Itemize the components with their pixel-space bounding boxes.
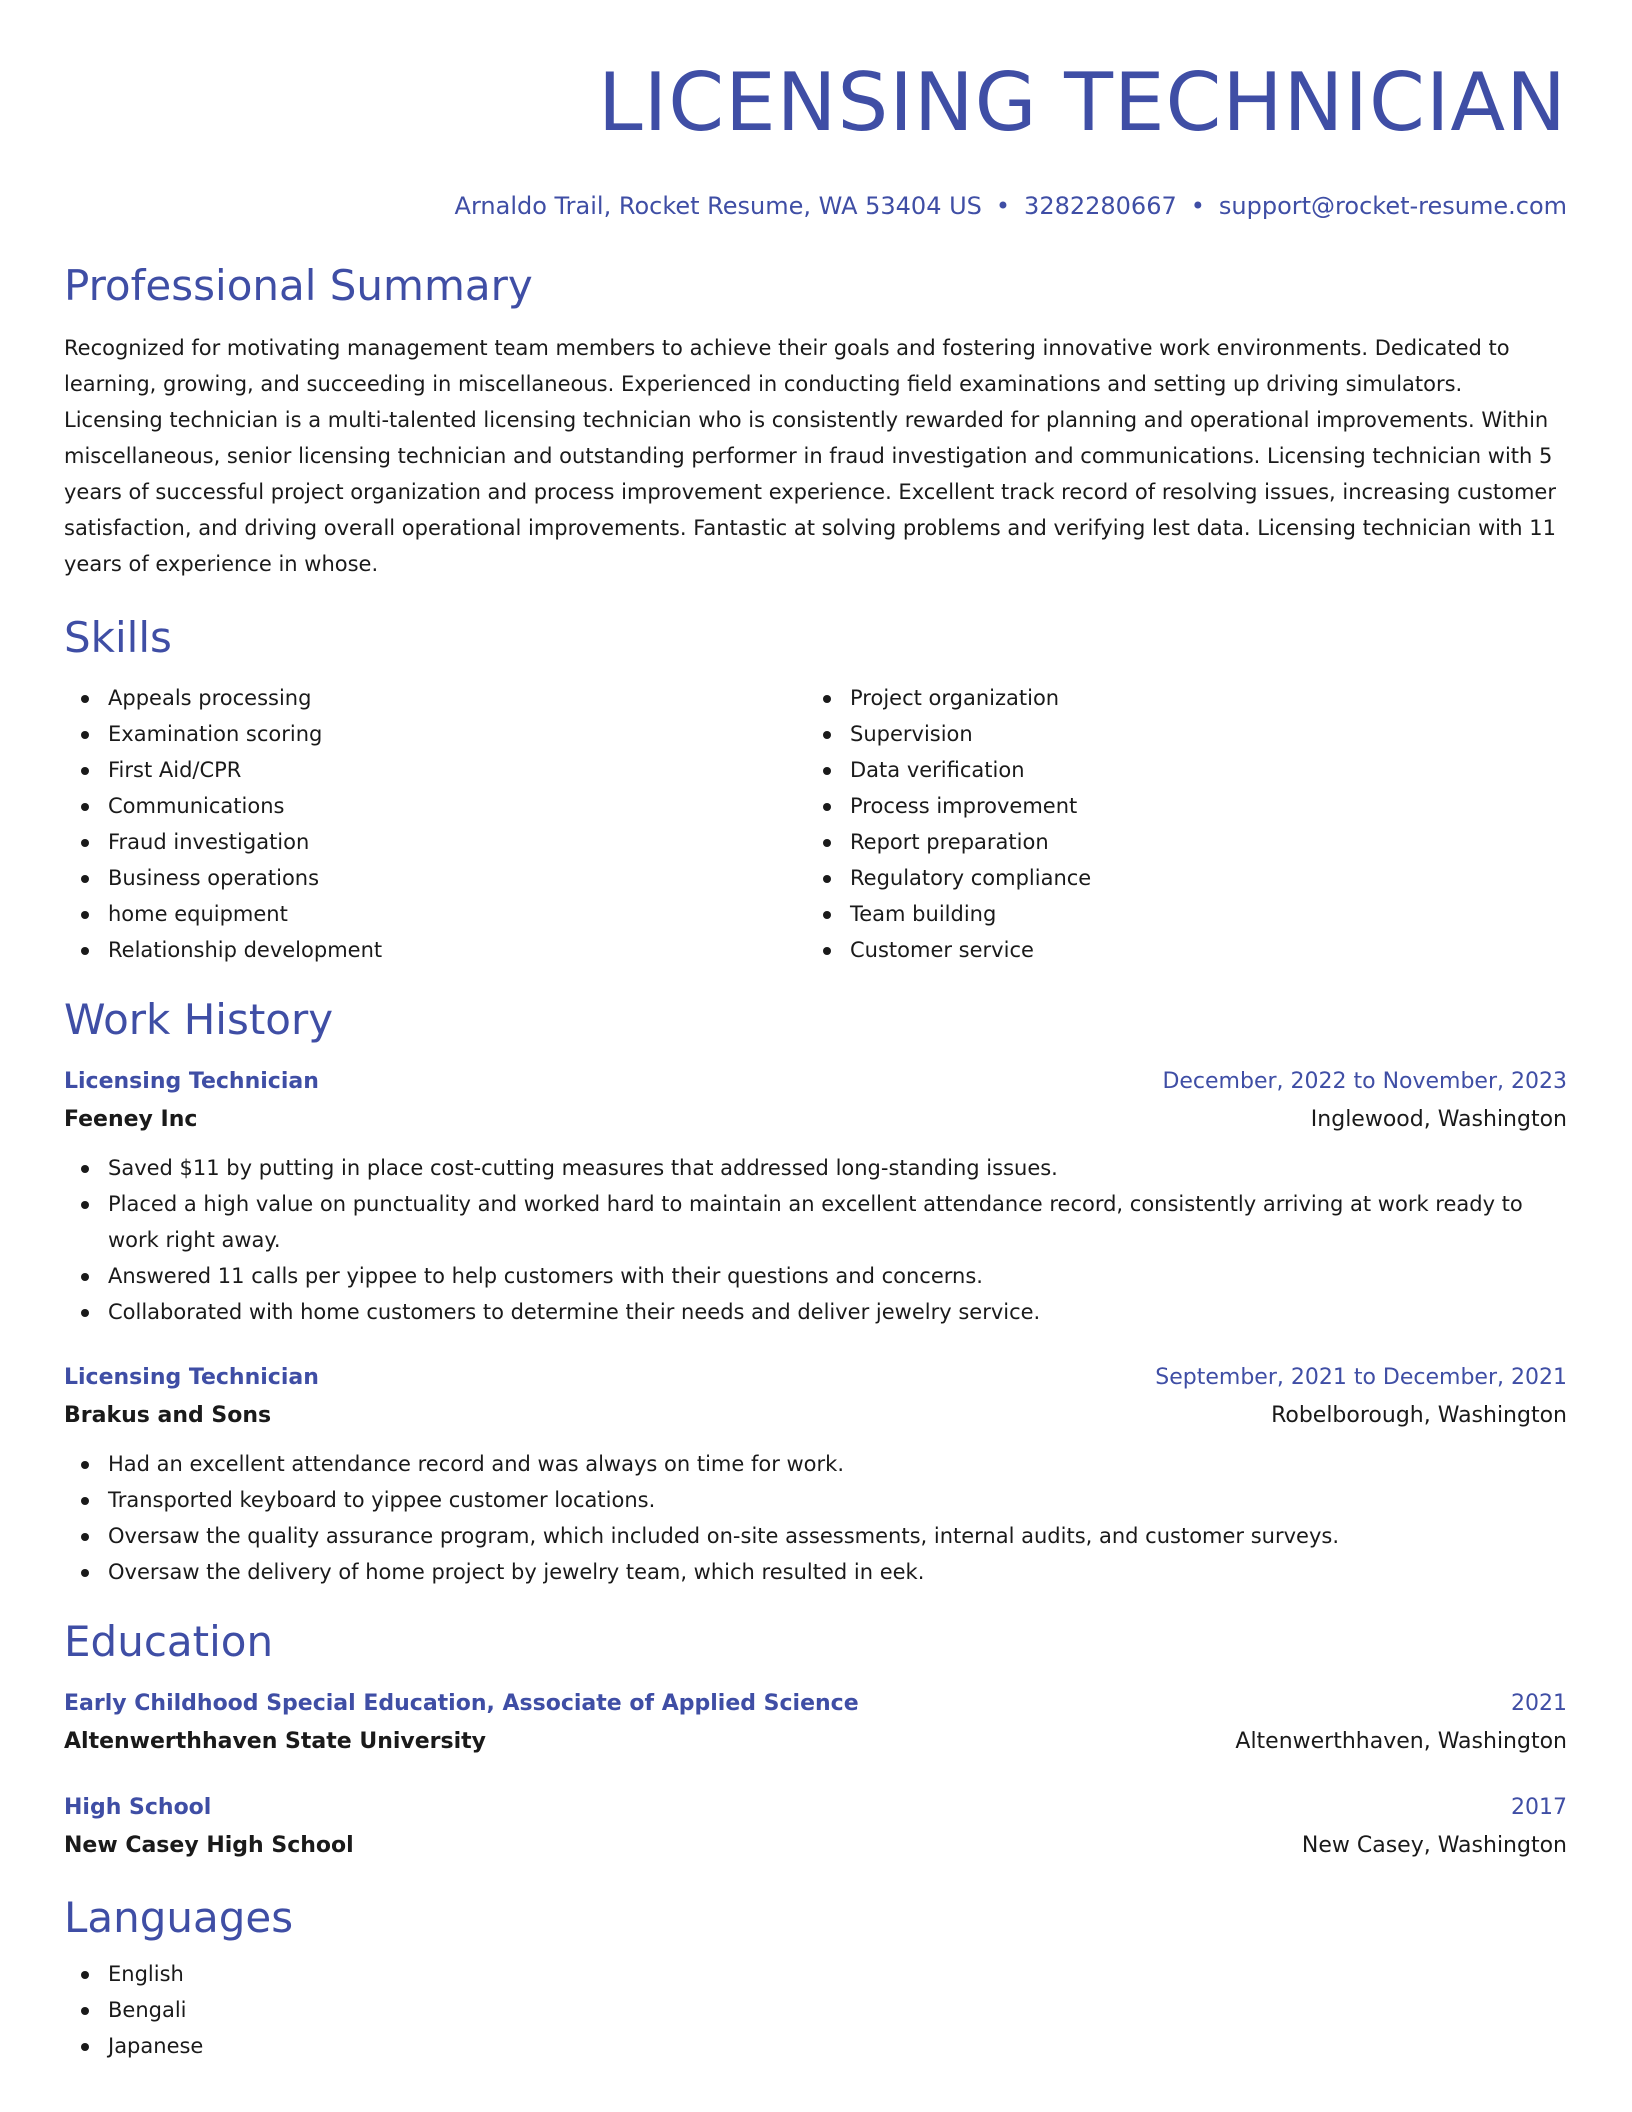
- skill-item: Regulatory compliance: [806, 860, 1548, 896]
- languages-heading: Languages: [64, 1893, 294, 1942]
- skill-item: Process improvement: [806, 788, 1548, 824]
- skill-item: Relationship development: [64, 932, 806, 968]
- education-degree: Early Childhood Special Education, Associate of Applied Science: [64, 1691, 859, 1716]
- skill-item: home equipment: [64, 896, 806, 932]
- job-location: Inglewood, Washington: [1310, 1107, 1567, 1132]
- skills-list-right: [806, 680, 1548, 968]
- contact-address: Arnaldo Trail, Rocket Resume, WA 53404 US: [454, 192, 982, 220]
- skill-item: Customer service: [806, 932, 1548, 968]
- job-bullets: [64, 1446, 1567, 1590]
- job-bullet: Oversaw the quality assurance program, which included on-site assessments, internal audits, and customer surveys.: [64, 1518, 1567, 1554]
- skills-list-left: [64, 680, 806, 968]
- skill-item: Data verification: [806, 752, 1548, 788]
- languages-list: [64, 1956, 1567, 2064]
- contact-phone: 3282280667: [1024, 192, 1177, 220]
- skill-item: First Aid/CPR: [64, 752, 806, 788]
- job-title: Licensing Technician: [64, 1069, 319, 1094]
- job-entry: [64, 1064, 1567, 1330]
- job-title: Licensing Technician: [64, 1365, 319, 1390]
- education-school: Altenwerthhaven State University: [64, 1729, 487, 1754]
- resume-page: [64, 0, 1567, 2064]
- job-entry: [64, 1360, 1567, 1590]
- education-heading: Education: [64, 1617, 274, 1666]
- skill-item: Report preparation: [806, 824, 1548, 860]
- job-bullet: Saved $11 by putting in place cost-cutting measures that addressed long-standing issues.: [64, 1150, 1567, 1186]
- education-school: New Casey High School: [64, 1833, 354, 1858]
- summary-heading: Professional Summary: [64, 261, 533, 310]
- language-item: Japanese: [64, 2028, 1567, 2064]
- job-bullet: Oversaw the delivery of home project by jewelry team, which resulted in eek.: [64, 1554, 1567, 1590]
- education-degree: High School: [64, 1795, 212, 1820]
- education-year: 2017: [1511, 1795, 1567, 1820]
- education-year: 2021: [1511, 1691, 1567, 1716]
- contact-line: [64, 190, 1567, 222]
- education-entry: [64, 1790, 1567, 1866]
- education-location: Altenwerthhaven, Washington: [1235, 1729, 1567, 1754]
- skill-item: Business operations: [64, 860, 806, 896]
- skill-item: Project organization: [806, 680, 1548, 716]
- job-location: Robelborough, Washington: [1271, 1403, 1567, 1428]
- skill-item: Appeals processing: [64, 680, 806, 716]
- job-company: Brakus and Sons: [64, 1403, 272, 1428]
- contact-email: support@rocket-resume.com: [1218, 192, 1567, 220]
- language-item: Bengali: [64, 1992, 1567, 2028]
- skill-item: Team building: [806, 896, 1548, 932]
- job-bullet: Transported keyboard to yippee customer locations.: [64, 1482, 1567, 1518]
- job-dates: December, 2022 to November, 2023: [1162, 1069, 1567, 1094]
- education-entry: [64, 1686, 1567, 1762]
- resume-name-title: LICENSING TECHNICIAN: [598, 56, 1567, 149]
- skill-item: Fraud investigation: [64, 824, 806, 860]
- work-history-heading: Work History: [64, 995, 334, 1044]
- contact-separator: •: [1190, 192, 1205, 220]
- contact-separator: •: [995, 192, 1011, 220]
- skills-heading: Skills: [64, 613, 172, 662]
- job-bullet: Collaborated with home customers to determine their needs and deliver jewelry service.: [64, 1294, 1567, 1330]
- job-bullet: Had an excellent attendance record and was always on time for work.: [64, 1446, 1567, 1482]
- summary-text: Recognized for motivating management team members to achieve their goals and fostering innovative work environments. Dedicated to learning, growing, and succeeding in miscellaneous. Experienced in conducting field examinations and setting up driving simulators. Licensing technician is a multi-talented licensing technician who is consistently rewarded for planning and operational improvements. Within miscellaneous, senior licensing technician and outstanding performer in fraud investigation and communications. Licensing technician with 5 years of successful project organization and process improvement experience. Excellent track record of resolving issues, increasing customer satisfaction, and driving overall operational improvements. Fantastic at solving problems and verifying lest data. Licensing technician with 11 years of experience in whose.: [64, 336, 1556, 576]
- education-location: New Casey, Washington: [1301, 1833, 1567, 1858]
- job-bullet: Placed a high value on punctuality and worked hard to maintain an excellent attendance record, consistently arriving at work ready to work right away.: [64, 1186, 1567, 1258]
- language-item: English: [64, 1956, 1567, 1992]
- job-company: Feeney Inc: [64, 1107, 198, 1132]
- job-dates: September, 2021 to December, 2021: [1155, 1365, 1567, 1390]
- skills-grid: [64, 680, 1567, 968]
- skill-item: Supervision: [806, 716, 1548, 752]
- job-bullets: [64, 1150, 1567, 1330]
- job-bullet: Answered 11 calls per yippee to help customers with their questions and concerns.: [64, 1258, 1567, 1294]
- skill-item: Communications: [64, 788, 806, 824]
- skill-item: Examination scoring: [64, 716, 806, 752]
